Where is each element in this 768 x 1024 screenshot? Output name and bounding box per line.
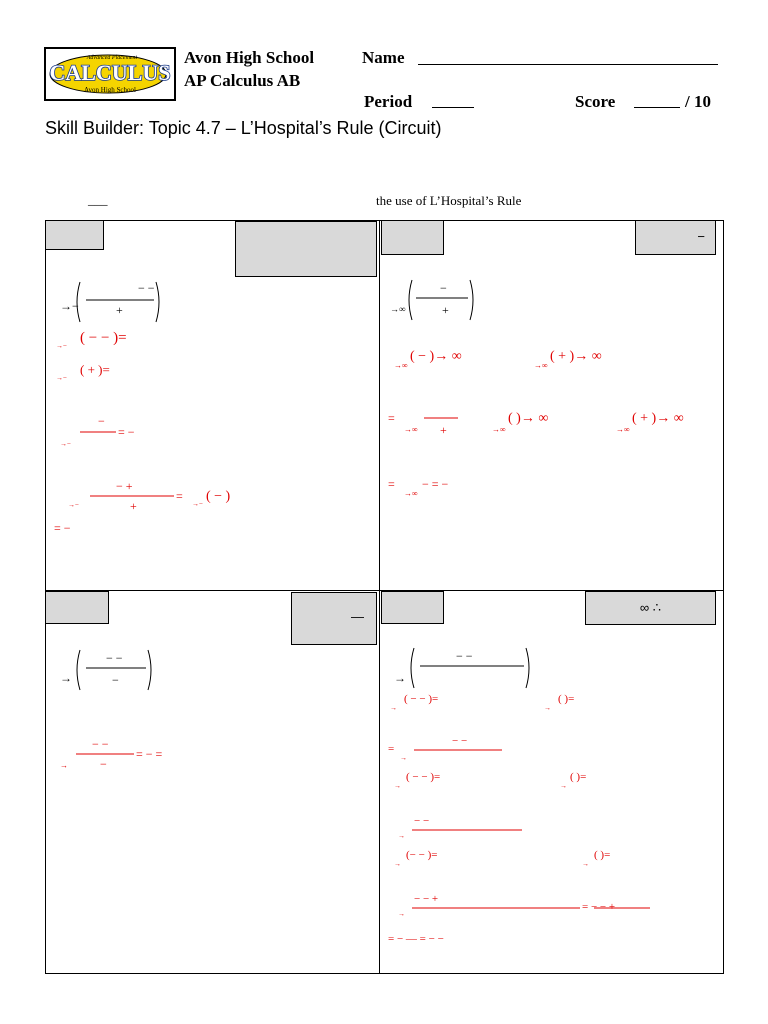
- svg-text:+: +: [130, 499, 137, 513]
- svg-text:→: →: [398, 910, 405, 918]
- cell4-label-box: [381, 591, 444, 624]
- svg-text:= −: = −: [54, 521, 71, 535]
- name-field-line[interactable]: [418, 64, 718, 65]
- cell2-label-box: [381, 220, 444, 255]
- cell3-answer-box: [291, 592, 377, 645]
- svg-text:+: +: [442, 303, 449, 317]
- svg-text:=: =: [388, 411, 395, 425]
- svg-text:= −: = −: [118, 425, 135, 439]
- svg-text:−: −: [98, 414, 105, 428]
- svg-text:→: →: [60, 671, 72, 685]
- svg-text:−: −: [440, 281, 447, 295]
- svg-text:− −: − −: [456, 649, 473, 663]
- svg-text:( + )→ ∞: ( + )→ ∞: [550, 349, 602, 364]
- cell2-answer: −: [697, 229, 705, 244]
- svg-text:= − — = − −: = − — = − −: [388, 933, 444, 945]
- logo-word: CALCULUS: [49, 60, 171, 85]
- score-total: / 10: [685, 92, 711, 111]
- logo-bottom-text: Avon High School: [84, 86, 136, 94]
- period-field-line[interactable]: [432, 107, 474, 108]
- cell4-work: [384, 640, 720, 952]
- cell1-label-box: [45, 220, 104, 250]
- svg-text:− −: − − +: [414, 893, 439, 905]
- svg-text:( + )=: ( + )=: [80, 362, 110, 377]
- school-name: Avon High School: [184, 48, 315, 67]
- cell1-answer-box: [235, 221, 377, 277]
- svg-text:→: →: [582, 860, 589, 868]
- svg-text:( − )→ ∞: ( − )→ ∞: [410, 349, 462, 364]
- svg-text:→: →: [394, 671, 406, 685]
- page-title: Skill Builder: Topic 4.7 – L’Hospital’s Rule (Circuit): [45, 118, 442, 138]
- svg-text:→: →: [60, 761, 68, 770]
- svg-text:→: →: [398, 832, 405, 840]
- svg-text:→∞: →∞: [404, 489, 418, 498]
- svg-text:( − − )=: ( − − )=: [404, 693, 439, 705]
- svg-text:→: →: [394, 782, 401, 790]
- svg-text:−: −: [100, 757, 107, 771]
- cell3-answer: —: [351, 609, 364, 624]
- cell4-answer: ∞ ∴: [639, 600, 662, 615]
- svg-text:− −: − −: [138, 281, 155, 295]
- svg-text:→−: →−: [68, 501, 79, 509]
- svg-text:− −: − −: [106, 651, 123, 665]
- svg-text:→: →: [400, 754, 407, 762]
- logo-top-text: Advanced Placement: [86, 55, 138, 61]
- svg-text:+: +: [116, 303, 123, 317]
- score-field-line[interactable]: [634, 107, 680, 108]
- instruction-blank: ___: [88, 192, 108, 207]
- grid-vertical-divider: [379, 220, 380, 974]
- svg-text:( − − )=: ( − − )=: [406, 771, 441, 783]
- svg-text:( )=: ( )=: [594, 849, 611, 861]
- svg-text:− −: − −: [452, 735, 468, 747]
- svg-text:− −: − −: [92, 737, 109, 751]
- svg-text:− +: − +: [116, 479, 133, 493]
- svg-text:=: =: [388, 743, 395, 755]
- svg-text:( )=: ( )=: [570, 771, 587, 783]
- cell4-answer-box: [585, 591, 716, 625]
- svg-text:( )→ ∞: ( )→ ∞: [508, 411, 549, 426]
- cell1-work: [50, 270, 370, 540]
- cell2-work: [384, 272, 720, 502]
- instruction-text: the use of L’Hospital’s Rule: [376, 193, 522, 208]
- school-logo: [44, 47, 176, 101]
- svg-text:( )=: ( )=: [558, 693, 575, 705]
- svg-text:→∞: →∞: [390, 304, 406, 314]
- svg-text:→: →: [544, 704, 551, 712]
- svg-text:− −: − −: [414, 815, 430, 827]
- name-label: Name: [362, 48, 405, 67]
- svg-text:=: =: [388, 477, 395, 491]
- svg-text:→∞: →∞: [404, 425, 418, 434]
- period-label: Period: [364, 92, 413, 111]
- svg-text:=: =: [176, 489, 183, 503]
- svg-text:( − ): ( − ): [206, 489, 231, 504]
- course-name: AP Calculus AB: [184, 71, 301, 90]
- svg-text:( + )→ ∞: ( + )→ ∞: [632, 411, 684, 426]
- svg-text:→∞: →∞: [394, 361, 408, 370]
- svg-text:→: →: [560, 782, 567, 790]
- svg-text:+: +: [440, 423, 447, 437]
- svg-text:(− − )=: (− − )=: [406, 849, 438, 861]
- cell2-answer-box: [635, 220, 716, 255]
- svg-text:→−: →−: [60, 299, 79, 313]
- calculus-logo-graphic: [46, 49, 174, 99]
- svg-text:→∞: →∞: [492, 425, 506, 434]
- score-label: Score: [575, 92, 616, 111]
- svg-text:→∞: →∞: [534, 361, 548, 370]
- svg-text:= − − +: = − − +: [582, 901, 616, 913]
- svg-text:→−: →−: [56, 342, 67, 350]
- svg-text:→: →: [390, 704, 397, 712]
- svg-text:→−: →−: [60, 440, 71, 448]
- cell3-work: [50, 640, 370, 780]
- svg-text:→∞: →∞: [616, 425, 630, 434]
- svg-text:→−: →−: [56, 374, 67, 382]
- svg-text:→−: →−: [192, 500, 203, 508]
- svg-text:− = −: − = −: [422, 477, 449, 491]
- svg-text:−: −: [112, 673, 119, 687]
- svg-text:( − − )=: ( − − )=: [80, 330, 127, 346]
- cell3-label-box: [45, 591, 109, 624]
- svg-text:→: →: [394, 860, 401, 868]
- svg-text:= − =: = − =: [136, 747, 163, 761]
